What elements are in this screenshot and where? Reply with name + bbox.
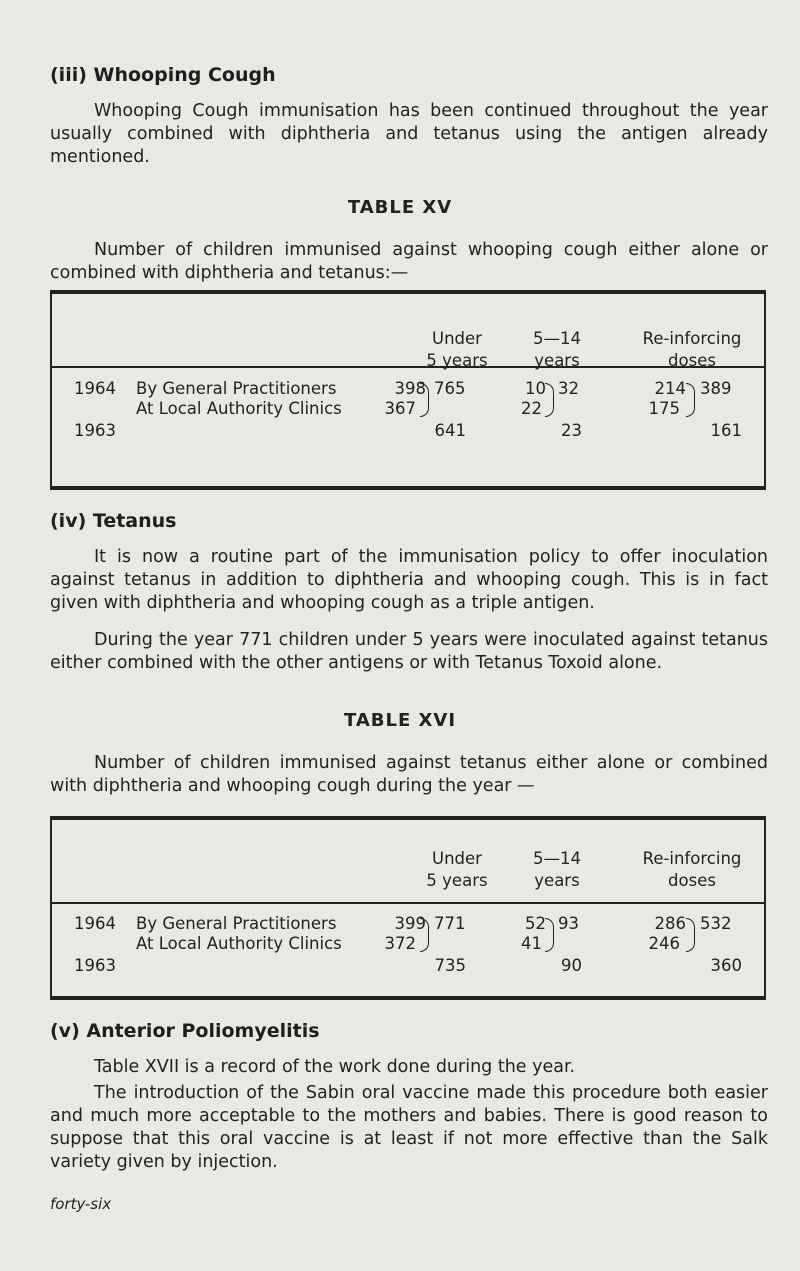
under-1963-value: 735 xyxy=(434,956,466,975)
header-reinforcing xyxy=(617,328,767,372)
age-la-value: 22 xyxy=(521,399,542,418)
header-reinf-line2: doses xyxy=(668,871,716,890)
table-xv xyxy=(50,290,766,490)
table-xvi-title: TABLE XVI xyxy=(343,710,457,731)
polio-paragraph-2: The introduction of the Sabin oral vaccine made this procedure both easier and much more acceptable to the mothers and babies. There is good reason to suppose that this oral vaccine is at least if not more effective than the Salk variety given by injection. xyxy=(50,1083,768,1172)
whooping-cough-paragraph: Whooping Cough immunisation has been continued throughout the year usually combined with diphtheria and tetanus using the antigen already mentioned. xyxy=(50,101,768,167)
brace-age xyxy=(545,918,554,952)
year-1964: 1964 xyxy=(74,914,116,933)
age-total-value: 93 xyxy=(558,914,579,933)
section-heading-whooping-cough: (iii) Whooping Cough xyxy=(50,64,276,86)
brace-reinf xyxy=(686,918,695,952)
header-reinforcing xyxy=(617,848,767,892)
section-heading-tetanus: (iv) Tetanus xyxy=(50,510,177,532)
page-number-footer: forty-six xyxy=(50,1195,112,1213)
under-total-value: 771 xyxy=(434,914,466,933)
reinf-gp-value: 286 xyxy=(654,914,686,933)
header-5-14 xyxy=(507,328,607,372)
header-under-line2: 5 years xyxy=(426,351,488,370)
reinf-total-value: 389 xyxy=(700,379,732,398)
age-1963-value: 23 xyxy=(561,421,582,440)
row-label-la: At Local Authority Clinics xyxy=(136,399,342,418)
under-total-value: 765 xyxy=(434,379,466,398)
header-reinf-line2: doses xyxy=(668,351,716,370)
header-under-5 xyxy=(397,848,517,892)
age-la-value: 41 xyxy=(521,934,542,953)
brace-under xyxy=(420,918,429,952)
header-5-14 xyxy=(507,848,607,892)
header-age-line1: 5—14 xyxy=(533,329,581,348)
reinf-1963-value: 360 xyxy=(710,956,742,975)
table-xvi-caption: Number of children immunised against tetanus either alone or combined with diphtheria and whooping cough during the year — xyxy=(50,753,768,796)
under-gp-value: 399 xyxy=(394,914,426,933)
section-heading-anterior-poliomyelitis: (v) Anterior Poliomyelitis xyxy=(50,1020,320,1042)
header-under-5 xyxy=(397,328,517,372)
header-reinf-line1: Re-inforcing xyxy=(642,329,742,348)
table-xv-body xyxy=(52,368,764,478)
year-1963: 1963 xyxy=(74,421,116,440)
table-xv-header xyxy=(52,294,764,368)
table-xv-caption: Number of children immunised against whooping cough either alone or combined with diphtheria and tetanus:— xyxy=(50,240,768,283)
tetanus-paragraph-2: During the year 771 children under 5 years were inoculated against tetanus either combined with the other antigens or with Tetanus Toxoid alone. xyxy=(50,630,768,673)
row-label-gp: By General Practitioners xyxy=(136,914,337,933)
under-la-value: 372 xyxy=(384,934,416,953)
year-1964: 1964 xyxy=(74,379,116,398)
row-label-gp: By General Practitioners xyxy=(136,379,337,398)
brace-age xyxy=(545,383,554,417)
table-xvi xyxy=(50,816,766,1000)
reinf-gp-value: 214 xyxy=(654,379,686,398)
age-total-value: 32 xyxy=(558,379,579,398)
header-age-line2: years xyxy=(534,351,580,370)
under-gp-value: 398 xyxy=(394,379,426,398)
polio-paragraph-1: Table XVII is a record of the work done during the year. xyxy=(94,1057,576,1077)
row-label-la: At Local Authority Clinics xyxy=(136,934,342,953)
table-xvi-body xyxy=(52,904,764,994)
table-xvi-header xyxy=(52,820,764,904)
year-1963: 1963 xyxy=(74,956,116,975)
tetanus-paragraph-1: It is now a routine part of the immunisation policy to offer inoculation against tetanus in addition to diphtheria and whooping cough. This is in fact given with diphtheria and whooping cough as a triple antigen. xyxy=(50,547,768,613)
header-age-line2: years xyxy=(534,871,580,890)
age-1963-value: 90 xyxy=(561,956,582,975)
header-under-line1: Under xyxy=(432,849,482,868)
under-1963-value: 641 xyxy=(434,421,466,440)
brace-reinf xyxy=(686,383,695,417)
reinf-la-value: 246 xyxy=(648,934,680,953)
header-reinf-line1: Re-inforcing xyxy=(642,849,742,868)
header-under-line2: 5 years xyxy=(426,871,488,890)
header-age-line1: 5—14 xyxy=(533,849,581,868)
reinf-la-value: 175 xyxy=(648,399,680,418)
under-la-value: 367 xyxy=(384,399,416,418)
reinf-1963-value: 161 xyxy=(710,421,742,440)
age-gp-value: 52 xyxy=(525,914,546,933)
header-under-line1: Under xyxy=(432,329,482,348)
age-gp-value: 10 xyxy=(525,379,546,398)
brace-under xyxy=(420,383,429,417)
table-xv-title: TABLE XV xyxy=(347,197,453,218)
reinf-total-value: 532 xyxy=(700,914,732,933)
